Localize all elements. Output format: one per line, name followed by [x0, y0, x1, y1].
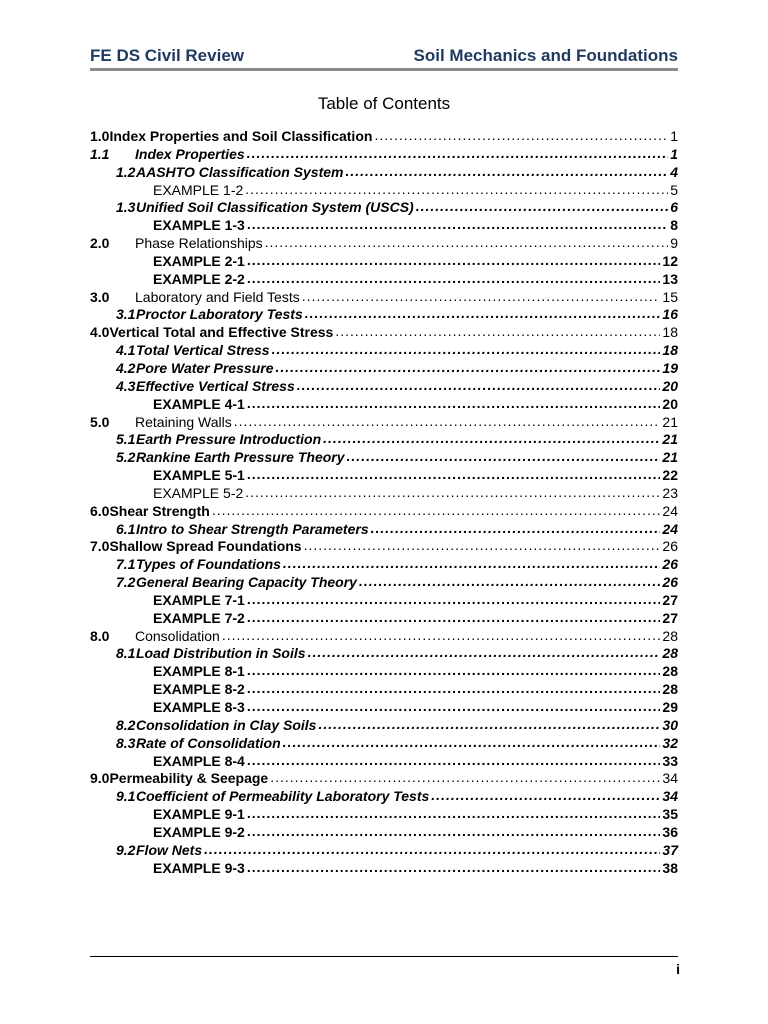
toc-entry[interactable]	[90, 146, 678, 164]
toc-entry[interactable]	[90, 342, 678, 360]
toc-entry-page: 26	[662, 556, 678, 573]
toc-dot-leader	[247, 395, 661, 413]
toc-dot-leader	[283, 734, 661, 752]
toc-entry[interactable]	[90, 574, 678, 592]
toc-dot-leader	[345, 163, 668, 181]
toc-entry-title: General Bearing Capacity Theory	[136, 574, 357, 591]
toc-entry[interactable]	[90, 324, 678, 342]
toc-entry-page: 6	[670, 199, 678, 216]
toc-dot-leader	[212, 502, 661, 520]
toc-dot-leader	[431, 787, 660, 805]
toc-dot-leader	[374, 127, 668, 145]
toc-entry-page: 27	[662, 591, 678, 608]
toc-entry-number: 4.1	[116, 342, 136, 359]
toc-entry[interactable]	[90, 449, 678, 467]
toc-dot-leader	[335, 323, 660, 341]
toc-entry-number: 7.0	[90, 538, 110, 555]
toc-entry[interactable]	[90, 645, 678, 663]
toc-entry-page: 15	[662, 288, 678, 305]
toc-dot-leader	[416, 198, 668, 216]
toc-entry[interactable]	[90, 860, 678, 878]
toc-entry-number: 2.0	[90, 235, 110, 252]
toc-entry-number: 3.0	[90, 288, 110, 305]
toc-entry-number: 5.2	[116, 449, 136, 466]
toc-entry-title: EXAMPLE 9-3	[153, 859, 245, 876]
toc-entry[interactable]	[90, 271, 678, 289]
toc-dot-leader	[247, 859, 661, 877]
toc-entry[interactable]	[90, 735, 678, 753]
toc-entry-title: EXAMPLE 1-3	[153, 217, 245, 234]
toc-entry-title: Load Distribution in Soils	[136, 645, 306, 662]
toc-dot-leader	[222, 627, 661, 645]
toc-entry[interactable]	[90, 128, 678, 146]
toc-entry[interactable]	[90, 842, 678, 860]
toc-entry-number: 9.0	[90, 770, 110, 787]
toc-entry[interactable]	[90, 556, 678, 574]
toc-entry-page: 22	[662, 467, 678, 484]
toc-entry-number: 8.3	[116, 734, 136, 751]
toc-entry-title: Proctor Laboratory Tests	[136, 306, 303, 323]
toc-entry-page: 24	[662, 502, 678, 519]
toc-entry-title: EXAMPLE 2-1	[153, 252, 245, 269]
toc-entry-number: 4.0	[90, 324, 110, 341]
toc-dot-leader	[283, 555, 661, 573]
toc-entry-title: Pore Water Pressure	[136, 359, 274, 376]
page-title: Table of Contents	[317, 94, 451, 113]
toc-dot-leader	[305, 305, 661, 323]
toc-dot-leader	[247, 698, 661, 716]
toc-dot-leader	[247, 252, 661, 270]
toc-entry-page: 28	[662, 681, 678, 698]
toc-dot-leader	[270, 769, 660, 787]
toc-entry-title: EXAMPLE 2-2	[153, 270, 245, 287]
toc-entry[interactable]	[90, 467, 678, 485]
toc-entry-title: Unified Soil Classification System (USCS)	[136, 199, 414, 216]
toc-entry-number: 8.2	[116, 716, 136, 733]
toc-entry-page: 18	[662, 342, 678, 359]
toc-dot-leader	[247, 680, 661, 698]
toc-dot-leader	[318, 716, 660, 734]
toc-entry[interactable]	[90, 306, 678, 324]
toc-entry[interactable]	[90, 699, 678, 717]
toc-entry[interactable]	[90, 770, 678, 788]
toc-entry-page: 29	[662, 699, 678, 715]
toc-dot-leader	[247, 145, 669, 163]
toc-entry-page: 35	[662, 806, 678, 823]
toc-entry-title: Flow Nets	[136, 841, 203, 858]
toc-entry-title: Consolidation	[135, 627, 220, 644]
toc-entry-title: EXAMPLE 8-3	[153, 699, 245, 715]
toc-entry-page: 1	[670, 145, 678, 162]
toc-entry[interactable]	[90, 824, 678, 842]
toc-entry-title: Phase Relationships	[135, 235, 263, 252]
table-of-contents	[90, 128, 678, 877]
toc-dot-leader	[247, 609, 661, 627]
toc-entry-page: 9	[670, 235, 678, 252]
toc-entry[interactable]	[90, 485, 678, 503]
toc-entry-number: 4.3	[116, 377, 136, 394]
toc-entry-page: 16	[662, 306, 678, 323]
toc-entry-title: Index Properties and Soil Classification	[109, 128, 373, 144]
toc-entry-title: EXAMPLE 4-1	[153, 395, 245, 412]
toc-entry[interactable]	[90, 431, 678, 449]
toc-entry-page: 32	[662, 734, 678, 751]
toc-dot-leader	[247, 591, 661, 609]
toc-entry-title: Index Properties	[135, 145, 245, 162]
toc-entry[interactable]	[90, 253, 678, 271]
toc-entry[interactable]	[90, 182, 678, 200]
toc-entry[interactable]	[90, 753, 678, 771]
toc-entry-page: 26	[662, 574, 678, 591]
toc-entry-page: 18	[662, 324, 678, 341]
toc-dot-leader	[247, 216, 668, 234]
toc-entry-page: 34	[662, 770, 678, 787]
toc-entry-number: 6.0	[90, 502, 110, 519]
toc-entry-title: Retaining Walls	[135, 413, 232, 430]
toc-entry-number: 1.0	[90, 128, 110, 144]
toc-entry-page: 13	[662, 270, 678, 287]
toc-dot-leader	[247, 823, 661, 841]
toc-entry-page: 37	[662, 841, 678, 858]
toc-dot-leader	[347, 448, 661, 466]
toc-entry-title: Vertical Total and Effective Stress	[109, 324, 334, 341]
toc-entry-number: 8.1	[116, 645, 136, 662]
toc-entry-page: 21	[662, 413, 678, 430]
toc-entry-title: AASHTO Classification System	[136, 163, 344, 180]
toc-dot-leader	[247, 752, 661, 770]
toc-entry-page: 23	[662, 484, 678, 501]
toc-dot-leader	[323, 430, 660, 448]
toc-entry-page: 38	[662, 859, 678, 876]
toc-entry[interactable]	[90, 717, 678, 735]
toc-entry-number: 1.1	[90, 145, 110, 162]
toc-entry-title: Rate of Consolidation	[136, 734, 281, 751]
toc-entry-page: 20	[662, 395, 678, 412]
toc-entry-title: Consolidation in Clay Soils	[136, 716, 317, 733]
toc-entry-title: EXAMPLE 8-4	[153, 752, 245, 769]
toc-entry-number: 9.2	[116, 841, 136, 858]
toc-entry[interactable]	[90, 806, 678, 824]
toc-entry-title: Laboratory and Field Tests	[135, 288, 300, 305]
toc-entry[interactable]	[90, 164, 678, 182]
toc-entry-page: 20	[662, 377, 678, 394]
toc-dot-leader	[308, 644, 661, 662]
toc-entry[interactable]	[90, 521, 678, 539]
toc-entry-title: Rankine Earth Pressure Theory	[136, 449, 345, 466]
toc-dot-leader	[247, 662, 661, 680]
toc-entry-number: 9.1	[116, 788, 136, 805]
toc-entry-page: 27	[662, 609, 678, 626]
toc-dot-leader	[304, 537, 661, 555]
header-rule	[90, 68, 678, 71]
toc-entry-page: 4	[670, 163, 678, 180]
toc-dot-leader	[247, 466, 661, 484]
toc-entry-title: EXAMPLE 7-2	[153, 609, 245, 626]
toc-entry-title: Intro to Shear Strength Parameters	[136, 520, 369, 537]
toc-entry-title: EXAMPLE 9-1	[153, 806, 245, 823]
toc-entry-number: 4.2	[116, 359, 136, 376]
header-left-title: FE DS Civil Review	[90, 46, 244, 65]
toc-entry-page: 24	[662, 520, 678, 537]
toc-dot-leader	[245, 181, 668, 199]
toc-entry-number: 7.1	[116, 556, 136, 573]
toc-entry-page: 21	[662, 431, 678, 448]
toc-entry-title: Total Vertical Stress	[136, 342, 270, 359]
toc-entry-page: 12	[662, 252, 678, 269]
toc-entry[interactable]	[90, 788, 678, 806]
toc-entry-number: 7.2	[116, 574, 136, 591]
header-right-title: Soil Mechanics and Foundations	[413, 46, 678, 65]
toc-entry-title: EXAMPLE 7-1	[153, 591, 245, 608]
running-header	[90, 46, 678, 68]
toc-entry-title: Coefficient of Permeability Laboratory Tests	[136, 788, 430, 805]
toc-entry-page: 34	[662, 788, 678, 805]
toc-entry-number: 8.0	[90, 627, 110, 644]
toc-dot-leader	[371, 520, 661, 538]
toc-entry[interactable]	[90, 610, 678, 628]
toc-entry-number: 1.2	[116, 163, 136, 180]
toc-entry[interactable]	[90, 378, 678, 396]
toc-entry-number: 5.0	[90, 413, 110, 430]
toc-entry-page: 26	[662, 538, 678, 555]
toc-entry-page: 28	[662, 645, 678, 662]
toc-entry-page: 28	[662, 663, 678, 680]
toc-dot-leader	[297, 377, 661, 395]
toc-entry-page: 33	[662, 752, 678, 769]
toc-entry-page: 1	[670, 128, 678, 144]
toc-dot-leader	[204, 841, 660, 859]
footer-rule	[90, 956, 678, 957]
toc-entry-title: EXAMPLE 8-2	[153, 681, 245, 698]
toc-entry[interactable]	[90, 289, 678, 307]
toc-entry[interactable]	[90, 503, 678, 521]
toc-entry[interactable]	[90, 663, 678, 681]
toc-entry-title: EXAMPLE 9-2	[153, 823, 245, 840]
toc-entry-page: 36	[662, 823, 678, 840]
toc-entry[interactable]	[90, 217, 678, 235]
toc-entry[interactable]	[90, 199, 678, 217]
toc-entry-page: 5	[670, 181, 678, 198]
toc-entry-page: 8	[670, 217, 678, 234]
toc-entry-title: Earth Pressure Introduction	[136, 431, 322, 448]
toc-dot-leader	[265, 234, 669, 252]
toc-entry[interactable]	[90, 360, 678, 378]
toc-dot-leader	[234, 413, 661, 431]
toc-entry-title: EXAMPLE 1-2	[153, 181, 244, 198]
toc-dot-leader	[247, 805, 661, 823]
toc-dot-leader	[359, 573, 660, 591]
toc-entry[interactable]	[90, 592, 678, 610]
toc-entry-page: 19	[662, 359, 678, 376]
toc-entry-title: EXAMPLE 5-1	[153, 467, 245, 484]
toc-entry[interactable]	[90, 681, 678, 699]
toc-dot-leader	[247, 270, 661, 288]
toc-entry-title: Shear Strength	[109, 502, 210, 519]
toc-entry[interactable]	[90, 538, 678, 556]
toc-entry[interactable]	[90, 235, 678, 253]
toc-entry-number: 5.1	[116, 431, 136, 448]
footer-page-number: i	[676, 961, 680, 977]
toc-entry-title: EXAMPLE 5-2	[153, 484, 244, 501]
toc-entry[interactable]	[90, 414, 678, 432]
toc-dot-leader	[302, 288, 661, 306]
toc-entry-title: Shallow Spread Foundations	[109, 538, 302, 555]
toc-entry-title: Types of Foundations	[136, 556, 281, 573]
toc-entry-number: 1.3	[116, 199, 136, 216]
toc-entry-number: 6.1	[116, 520, 136, 537]
toc-entry-title: Effective Vertical Stress	[136, 377, 295, 394]
toc-entry[interactable]	[90, 628, 678, 646]
toc-entry-title: Permeability & Seepage	[109, 770, 269, 787]
toc-dot-leader	[245, 484, 660, 502]
toc-entry-page: 28	[662, 627, 678, 644]
toc-dot-leader	[272, 341, 661, 359]
toc-entry-number: 3.1	[116, 306, 136, 323]
toc-dot-leader	[275, 359, 660, 377]
toc-entry-page: 30	[662, 716, 678, 733]
toc-entry[interactable]	[90, 396, 678, 414]
toc-entry-page: 21	[662, 449, 678, 466]
toc-entry-title: EXAMPLE 8-1	[153, 663, 245, 680]
